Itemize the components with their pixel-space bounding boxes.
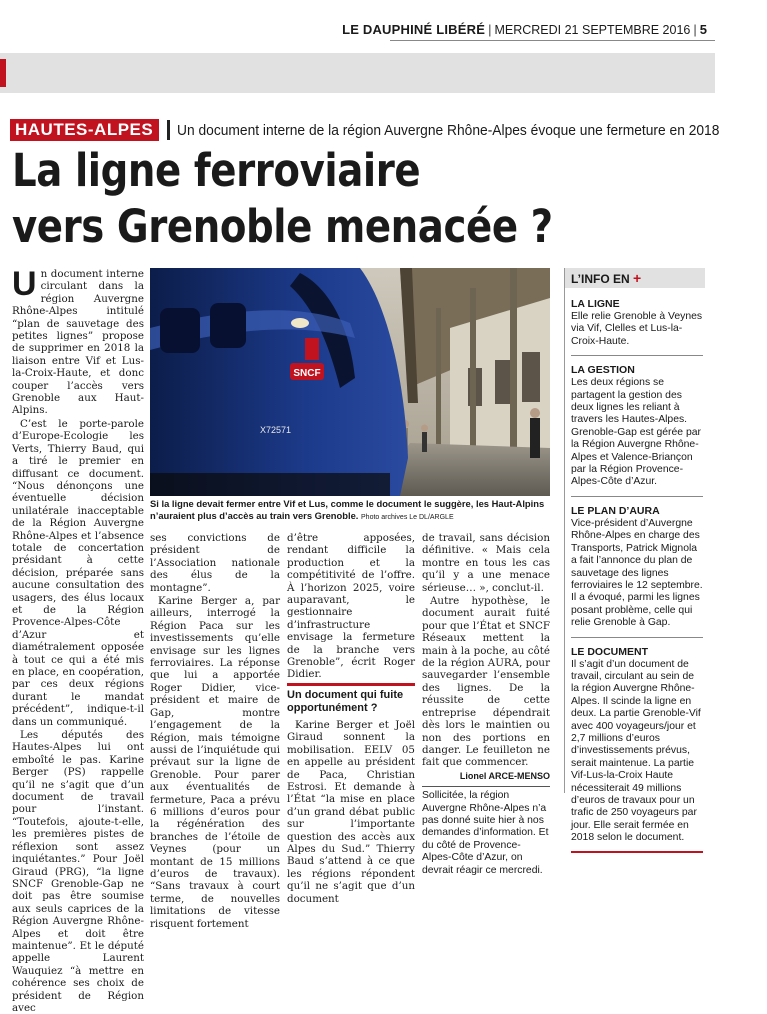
page-number: 5 xyxy=(699,22,707,37)
region-tag: HAUTES-ALPES xyxy=(10,119,159,141)
sidebar-divider xyxy=(571,355,703,356)
author-signature: Lionel ARCE-MENSO xyxy=(459,770,550,781)
sidebar-end-rule xyxy=(571,851,703,853)
paragraph: C’est le porte-parole d’Europe-Ecologie les Verts, Thierry Baud, qui a tiré le premier en diffusant ce document. “Nous dénonçons une éventuelle décision unilatérale inacceptable de la Région Auvergne Rhône-Alpes et l’absence totale de concertation présidant à cette décision, préparée sans aucune consultation des usagers, des élus locaux et de la Région Provence-Alpes-Côte d’Azur et diamétralement opposée à tout ce qui a été mis en place, en coopération, par ces deux régions durant le mandat précédent”, indique-t-il dans un communiqué. xyxy=(12,417,144,728)
sidebar-header xyxy=(565,268,705,288)
closing-note: Sollicitée, la région Auvergne Rhône-Alpes n’a pas donné suite hier à nos demandes d’information. Et du côté de Provence-Alpes-Côte d’Azur, on devrait réagir ce mercredi. xyxy=(422,790,549,876)
kicker-subtitle: Un document interne de la région Auvergne Rhône-Alpes évoque une fermeture en 2018 xyxy=(177,121,720,139)
masthead-text xyxy=(342,22,707,37)
paragraph: Karine Berger a, par ailleurs, interrogé la Région Paca sur les investissements qu’elle envisage sur les lignes ferroviaires. La réponse que lui a apportée Roger Didier, vice-président et maire de Gap, montre l’engagement de la Région, mais témoigne aussi de l’inquiétude qui prévaut sur la ligne de Grenoble. Pour parer aux éventualités de fermeture, Paca a prévu 6 millions d’euros pour la régénération des branches de l’étoile de Veynes (pour un montant de 15 millions d’euros de travaux). “Sans travaux à court terme, de nouvelles limitations de vitesse risquent fortement xyxy=(150,595,280,930)
masthead-separator: | xyxy=(693,22,697,37)
drop-cap: U xyxy=(12,265,37,303)
issue-date: MERCREDI 21 SEPTEMBRE 2016 xyxy=(494,23,691,37)
sidebar-section-title: LE DOCUMENT xyxy=(571,645,648,658)
article-column-2 xyxy=(150,532,280,930)
paragraph: de travail, sans décision définitive. « Mais cela montre en tous les cas qu’il y a une menace sérieuse… », conclut-il. xyxy=(422,532,550,594)
sncf-logo-text: SNCF xyxy=(293,368,321,379)
paragraph: Autre hypothèse, le document aurait fuité pour que l’État et SNCF Réseaux mettent la main à la poche, au côté de la région AURA, pour sauvegarder l’ensemble des lignes. De la réussite de cette entreprise dépendrait dès lors le maintien ou non des portions en danger. Le feuilleton ne fait que commencer. xyxy=(422,595,550,769)
train-photo xyxy=(150,268,550,496)
paragraph: ses convictions de président de l’Association nationale des élus de la montagne”. xyxy=(150,532,280,594)
paragraph: Karine Berger et Joël Giraud sonnent la mobilisation. EELV 05 en appelle au président de Paca, Christian Estrosi. Et demande à l’État “la mise en place d’un grand débat public sur l’importante question des accès aux Alpes du Sud.” Thierry Baud s’attend à ce que les régions répondent qu’il ne s’agit que d’un document xyxy=(287,718,415,905)
sidebar-header-label: L’INFO EN xyxy=(571,272,630,286)
photo-credit: Photo archives Le DL/ARGLE xyxy=(361,513,454,521)
train-photo-illustration xyxy=(150,268,550,496)
article-column-4 xyxy=(422,532,550,877)
kicker xyxy=(10,118,767,142)
sidebar-section-text: Il s’agit d’un document de travail, circulant au sein de la région Auvergne Rhône-Alpes. Il scinde la ligne en deux. La partie Grenoble-Vif avec 400 voyageurs/jour et 2,7 millions d’euros d’investissements prévus, serait maintenue. La partie Vif-Lus-la-Croix Haute nécessiterait 49 millions d’euros de travaux pour un trafic de 250 voyageurs par jour. Elle serait fermée en 2018 selon le document. xyxy=(571,658,701,844)
sidebar-section-title: LA GESTION xyxy=(571,364,635,377)
caption-text: Si la ligne devait fermer entre Vif et Lus, comme le document le suggère, les Haut-Alpins n’auraient plus d’accès au train vers Grenoble. xyxy=(150,498,545,521)
sidebar-section-text: Vice-président d’Auvergne Rhône-Alpes en charge des Transports, Patrick Mignola a fait l’annonce du plan de sauvetage des lignes ferroviaires le 12 septembre. Il a évoqué, parmi les lignes posant problème, celle qui relie Grenoble à Gap. xyxy=(571,517,703,629)
sidebar-body xyxy=(571,290,703,853)
masthead-rule xyxy=(390,40,715,41)
sidebar-section-text: Elle relie Grenoble à Veynes via Vif, Clelles et Lus-la-Croix-Haute. xyxy=(571,311,703,347)
headline xyxy=(12,143,605,255)
sidebar-section-title: LA LIGNE xyxy=(571,298,620,310)
paragraph: d’être apposées, rendant difficile la production et la compétitivité de l’offre. À l’horizon 2025, voire auparavant, le gestionnaire d’infrastructure envisage la fermeture de la branche vers Grenoble”, écrit Roger Didier. xyxy=(287,532,415,681)
paragraph: Les députés des Hautes-Alpes lui ont emboîté le pas. Karine Berger (PS) rappelle qu’il ne s’agit que d’un document de travail pour l’instant. “Toutefois, ajoute-t-elle, les premières pistes de réflexion sont assez inquiétantes.” Pour Joël Giraud (PRG), “la ligne SNCF Grenoble-Gap ne doit pas être soumise aux seuls caprices de la Région Auvergne Rhône-Alpes et doit être maintenue”. Et le député appelle Laurent Wauquiez “à mettre en cohérence ses choix de président de Région avec xyxy=(12,729,144,1014)
headline-line-1: La ligne ferroviaire xyxy=(12,144,421,197)
plus-icon: + xyxy=(633,270,642,286)
sidebar-section-title: LE PLAN D’AURA xyxy=(571,504,660,517)
subhead: Un document qui fuite opportunément ? xyxy=(287,688,404,714)
subhead-block xyxy=(287,683,415,715)
newspaper-name: LE DAUPHINÉ LIBÉRÉ xyxy=(342,22,486,37)
kicker-divider xyxy=(167,120,170,140)
masthead xyxy=(0,20,715,42)
train-number: X72571 xyxy=(260,425,292,435)
headline-line-2: vers Grenoble menacée ? xyxy=(12,200,553,253)
sidebar-divider xyxy=(571,496,703,497)
signature-rule xyxy=(422,786,550,787)
section-red-marker xyxy=(0,59,6,87)
masthead-separator: | xyxy=(488,22,492,37)
paragraph: n document interne circulant dans la région Auvergne Rhône-Alpes intitulé “plan de sauvetage des petites lignes” propose de supprimer en 2018 la liaison entre Vif et Lus-la-Croix-Haute, et donc couper l’accès vers Grenoble aux Haut-Alpins. xyxy=(12,268,144,417)
article-column-3 xyxy=(287,532,415,905)
sidebar-divider xyxy=(571,637,703,638)
sidebar-section-text: Les deux régions se partagent la gestion des deux lignes les reliant à travers les Hautes-Alpes. Grenoble-Gap est gérée par la Région Auvergne Rhône-Alpes et Valence-Briançon par la Région Provence-Alpes-Côte d’Azur. xyxy=(571,377,701,488)
section-band xyxy=(0,53,715,93)
photo-caption xyxy=(150,498,550,523)
info-sidebar xyxy=(564,268,704,844)
article-column-1 xyxy=(12,265,144,1014)
